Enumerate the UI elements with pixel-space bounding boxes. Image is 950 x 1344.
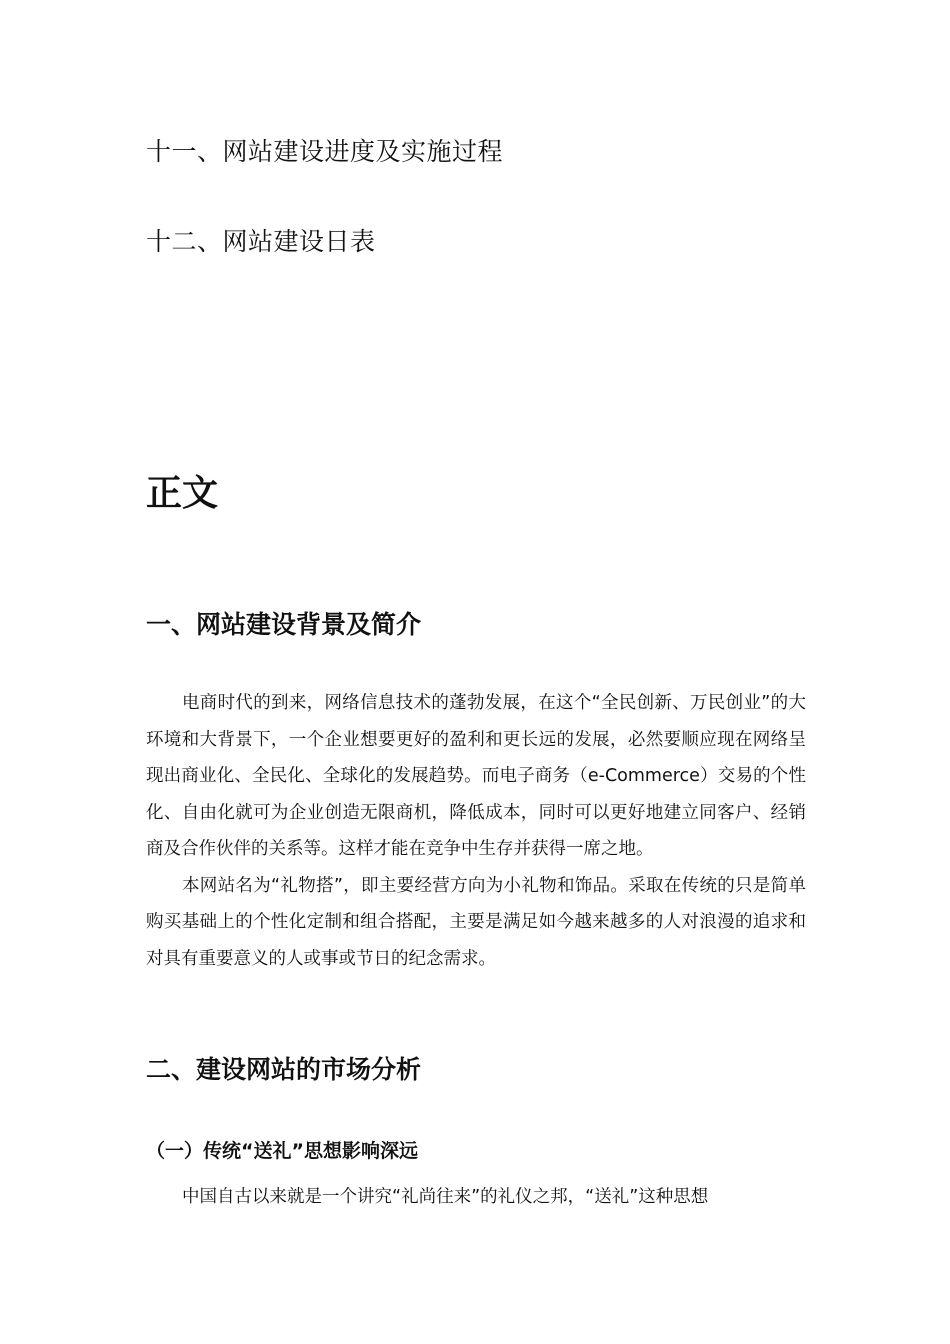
subsection-2-1-paragraph-1: 中国自古以来就是一个讲究“礼尚往来”的礼仪之邦，“送礼”这种思想 xyxy=(182,1187,709,1207)
main-title: 正文 xyxy=(146,473,219,514)
toc-item-12: 十二、网站建设日表 xyxy=(146,227,376,256)
section-1-heading: 一、网站建设背景及简介 xyxy=(146,610,422,639)
subsection-2-1-body xyxy=(146,1179,806,1216)
section-1-paragraph-1: 电商时代的到来，网络信息技术的蓬勃发展，在这个“全民创新、万民创业”的大环境和大背景下，一个企业想要更好的盈利和更长远的发展，必然要顺应现在网络呈现出商业化、全民化、全球化的发展趋势。而电子商务（e-Commerce）交易的个性化、自由化就可为企业创造无限商机，降低成本，同时可以更好地建立同客户、经销商及合作伙伴的关系等。这样才能在竞争中生存并获得一席之地。 xyxy=(146,693,806,859)
toc-item-11: 十一、网站建设进度及实施过程 xyxy=(146,137,504,166)
section-1-body xyxy=(146,685,806,977)
section-2-heading: 二、建设网站的市场分析 xyxy=(146,1055,422,1084)
subsection-2-1-heading: （一）传统“送礼”思想影响深远 xyxy=(146,1140,418,1162)
section-1-paragraph-2: 本网站名为“礼物搭”，即主要经营方向为小礼物和饰品。采取在传统的只是简单购买基础上的个性化定制和组合搭配，主要是满足如今越来越多的人对浪漫的追求和对具有重要意义的人或事或节日的纪念需求。 xyxy=(146,875,806,969)
